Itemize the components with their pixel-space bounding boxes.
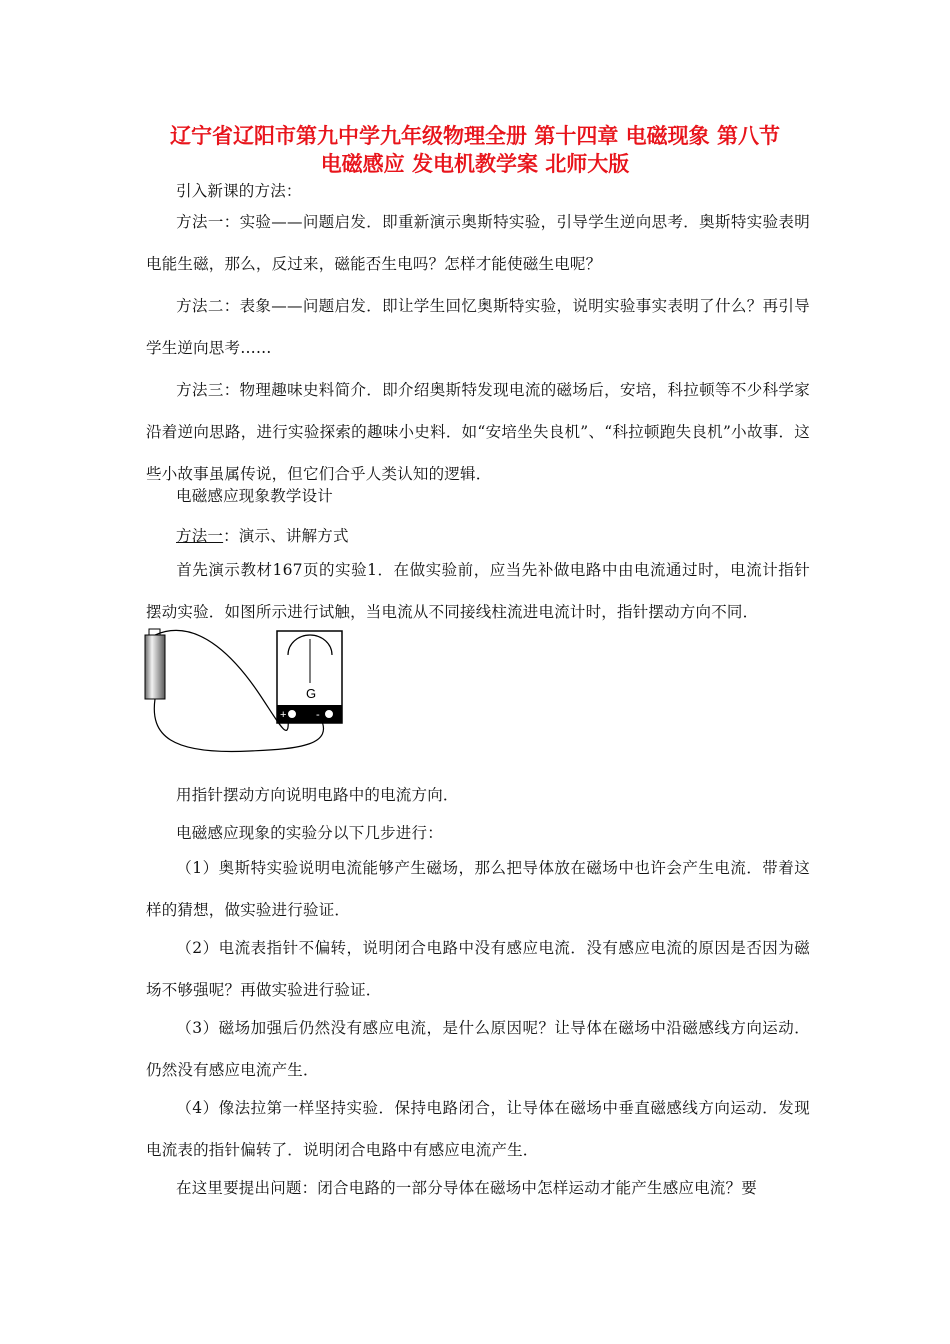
step-3-paragraph: （3）磁场加强后仍然没有感应电流，是什么原因呢？让导体在磁场中沿磁感线方向运动．仍然没有感应电流产生． xyxy=(146,1019,810,1079)
step-4-paragraph: （4）像法拉第一样坚持实验．保持电路闭合，让导体在磁场中垂直磁感线方向运动．发现电流表的指针偏转了．说明闭合电路中有感应电流产生． xyxy=(146,1099,810,1159)
terminal-plus xyxy=(289,711,296,718)
question-paragraph: 在这里要提出问题：闭合电路的一部分导体在磁场中怎样运动才能产生感应电流？要 xyxy=(176,1179,757,1197)
step-2-paragraph: （2）电流表指针不偏转，说明闭合电路中没有感应电流．没有感应电流的原因是否因为磁场不够强呢？再做实验进行验证． xyxy=(146,939,810,999)
method-a-rest: ：演示、讲解方式 xyxy=(223,527,349,545)
demo-paragraph: 首先演示教材167页的实验1．在做实验前，应当先补做电路中由电流通过时，电流计指针摆动实验．如图所示进行试触，当电流从不同接线柱流进电流计时，指针摆动方向不同． xyxy=(146,561,810,621)
method-1-paragraph: 方法一：实验——问题启发．即重新演示奥斯特实验，引导学生逆向思考．奥斯特实验表明电能生磁，那么，反过来，磁能否生电吗？怎样才能使磁生电呢？ xyxy=(146,213,810,273)
galvanometer-circuit-figure xyxy=(140,625,350,765)
battery-icon xyxy=(145,635,165,699)
terminal-minus xyxy=(326,711,333,718)
design-heading: 电磁感应现象教学设计 xyxy=(176,487,334,505)
wire-top xyxy=(155,630,288,730)
title-line-1: 辽宁省辽阳市第九中学九年级物理全册 第十四章 电磁现象 第八节 xyxy=(170,124,780,148)
terminal-minus-label: - xyxy=(316,709,320,721)
figure-caption: 用指针摆动方向说明电路中的电流方向． xyxy=(176,786,459,804)
method-2-paragraph: 方法二：表象——问题启发．即让学生回忆奥斯特实验，说明实验事实表明了什么？再引导学生逆向思考…… xyxy=(146,297,810,357)
steps-intro: 电磁感应现象的实验分以下几步进行： xyxy=(176,824,443,842)
intro-heading: 引入新课的方法： xyxy=(176,182,302,200)
method-3-paragraph: 方法三：物理趣味史料简介．即介绍奥斯特发现电流的磁场后，安培，科拉顿等不少科学家沿着逆向思路，进行实验探索的趣味小史料．如“安培坐失良机”、“科拉顿跑失良机”小故事．这些小故事虽属传说，但它们合乎人类认知的逻辑． xyxy=(146,381,810,483)
method-a-label: 方法一 xyxy=(176,527,224,545)
meter-label: G xyxy=(306,686,317,701)
terminal-plus-label: + xyxy=(280,709,287,721)
title-line-2: 电磁感应 发电机教学案 北师大版 xyxy=(320,152,630,176)
step-1-paragraph: （1）奥斯特实验说明电流能够产生磁场，那么把导体放在磁场中也许会产生电流．带着这样的猜想，做实验进行验证． xyxy=(146,859,810,919)
